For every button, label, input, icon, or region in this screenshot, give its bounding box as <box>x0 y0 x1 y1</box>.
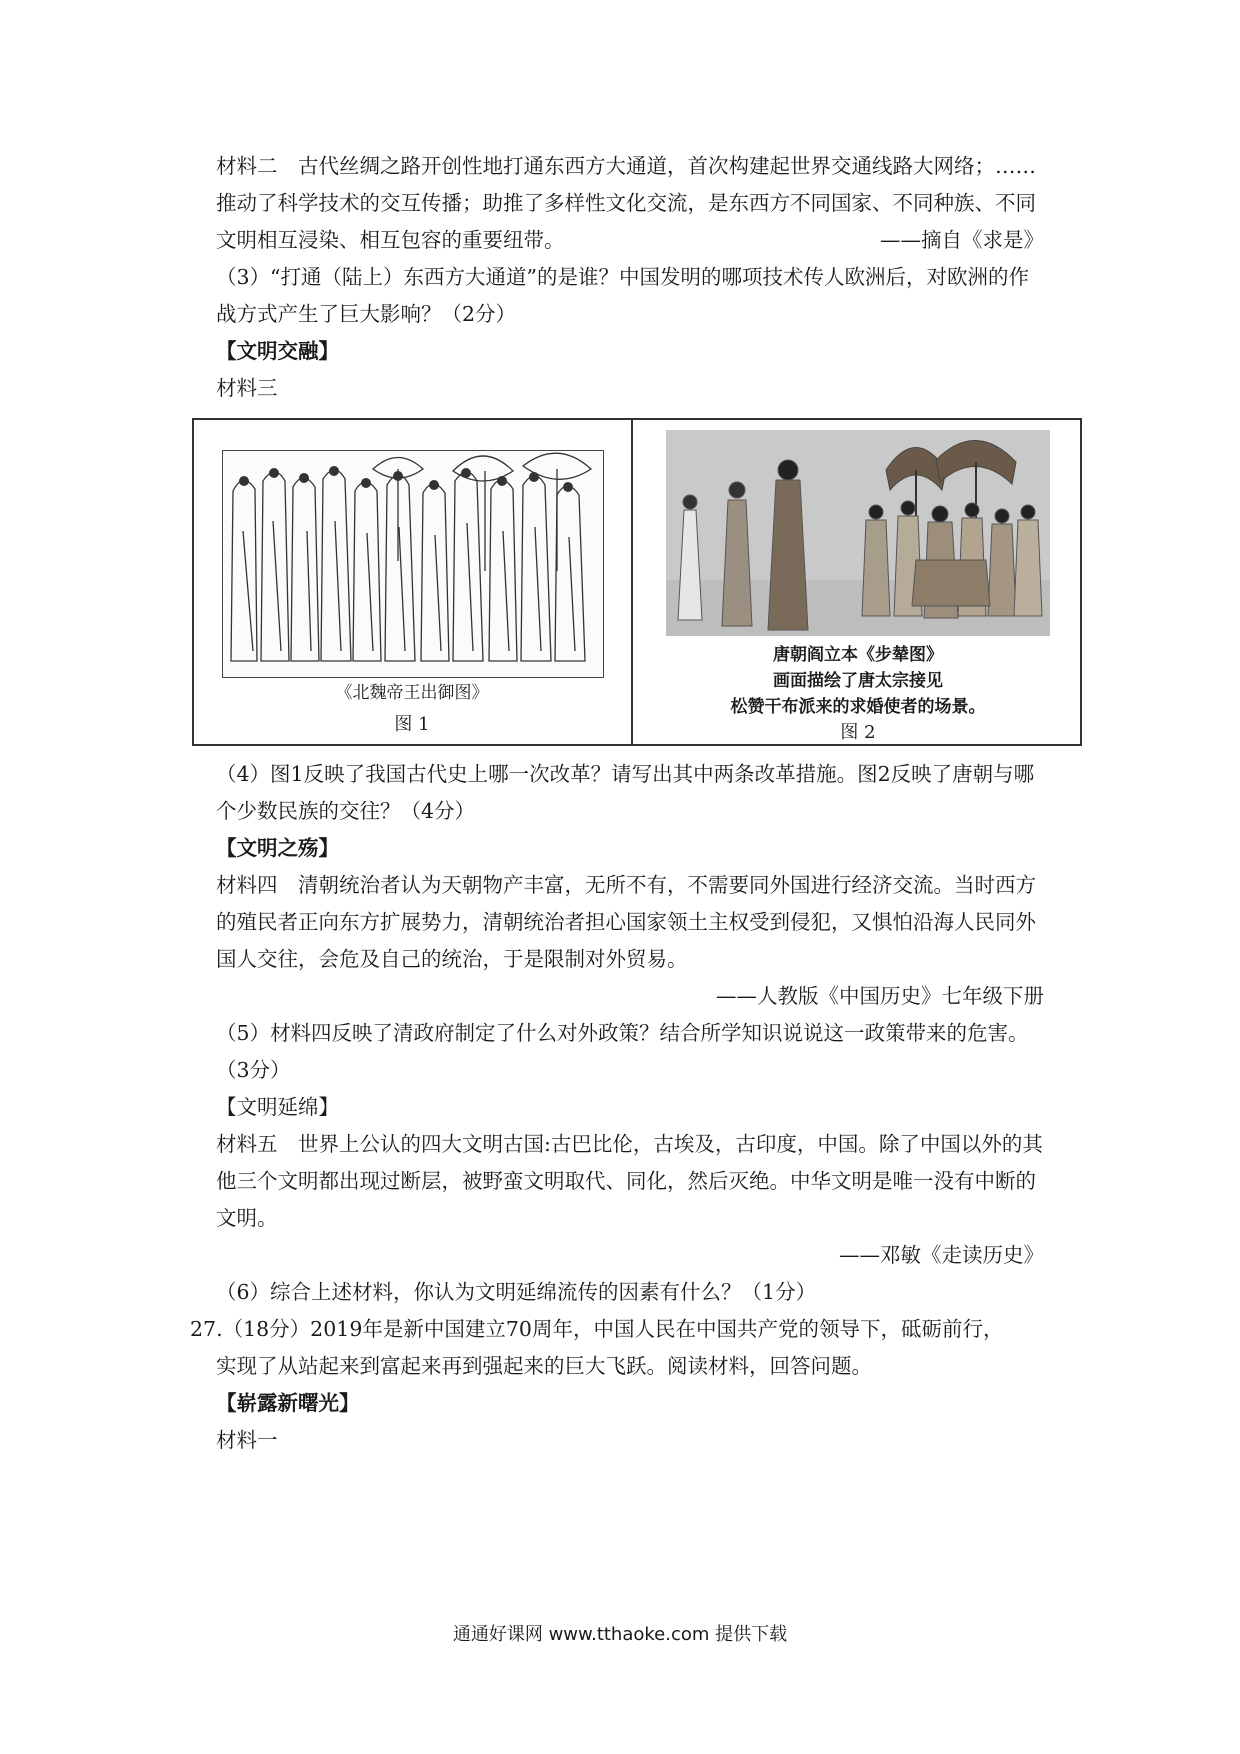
material-two-source: ——摘自《求是》 <box>880 228 1044 252</box>
figure-2-caption-line2: 画面描绘了唐太宗接见 <box>773 671 943 691</box>
figure-2-caption-line3: 松赞干布派来的求婚使者的场景。 <box>730 697 986 717</box>
figure-divider <box>631 420 633 744</box>
material-two-text: 材料二 古代丝绸之路开创性地打通东西方大通道，首次构建起世界交通线路大网络；……推动了科学技术的交互传播；助推了多样性文化交流，是东西方不同国家、不同种族、不同文明相互浸染、相互包容的重要纽带。 <box>216 154 1036 252</box>
material-five-text: 材料五 世界上公认的四大文明古国:古巴比伦，古埃及，古印度，中国。除了中国以外的其他三个文明都出现过断层，被野蛮文明取代、同化，然后灭绝。中华文明是唯一没有中断的文明。 <box>216 1132 1043 1230</box>
material-four-text: 材料四 清朝统治者认为天朝物产丰富，无所不有，不需要同外国进行经济交流。当时西方的殖民者正向东方扩展势力，清朝统治者担心国家领土主权受到侵犯，又惧怕沿海人民同外国人交往，会危及自己的统治，于是限制对外贸易。 <box>216 873 1036 971</box>
page-footer: 通通好课网 www.tthaoke.com 提供下载 <box>452 1624 788 1645</box>
question-6: （6）综合上述材料，你认为文明延绵流传的因素有什么？（1分） <box>216 1280 817 1304</box>
section-civilization-fusion: 【文明交融】 <box>216 339 339 363</box>
figure-2-caption-line1: 唐朝阎立本《步辇图》 <box>773 645 943 665</box>
question-27 <box>190 1311 1046 1385</box>
section-civilization-continuity: 【文明延绵】 <box>216 1095 339 1119</box>
figure-1-caption: 《北魏帝王出御图》 <box>335 683 489 703</box>
figure-1-label: 图 1 <box>394 714 430 735</box>
question-27-line2: 实现了从站起来到富起来再到强起来的巨大飞跃。阅读材料，回答问题。 <box>216 1354 872 1378</box>
material-one-label: 材料一 <box>216 1428 278 1452</box>
question-5: （5）材料四反映了清政府制定了什么对外政策？结合所学知识说说这一政策带来的危害。（3分） <box>216 1021 1029 1082</box>
material-three-label: 材料三 <box>216 376 278 400</box>
question-27-line1: 27.（18分）2019年是新中国建立70周年，中国人民在中国共产党的领导下，砥砺前行， <box>190 1317 1004 1341</box>
figure-panel <box>192 418 1082 746</box>
figure-2-painting <box>666 430 1050 636</box>
material-four-source: ——人教版《中国历史》七年级下册 <box>716 984 1044 1008</box>
question-4: （4）图1反映了我国古代史上哪一次改革？请写出其中两条改革措施。图2反映了唐朝与哪个少数民族的交往？（4分） <box>216 762 1035 823</box>
material-five-source: ——邓敏《走读历史》 <box>839 1243 1044 1267</box>
figure-2-caption <box>634 642 1082 720</box>
section-new-dawn: 【崭露新曙光】 <box>216 1391 360 1415</box>
section-civilization-decline: 【文明之殇】 <box>216 836 339 860</box>
figure-2-label: 图 2 <box>840 722 876 743</box>
figure-1-illustration <box>222 450 604 678</box>
question-3: （3）“打通（陆上）东西方大通道”的是谁？中国发明的哪项技术传人欧洲后，对欧洲的作战方式产生了巨大影响？（2分） <box>216 265 1030 326</box>
